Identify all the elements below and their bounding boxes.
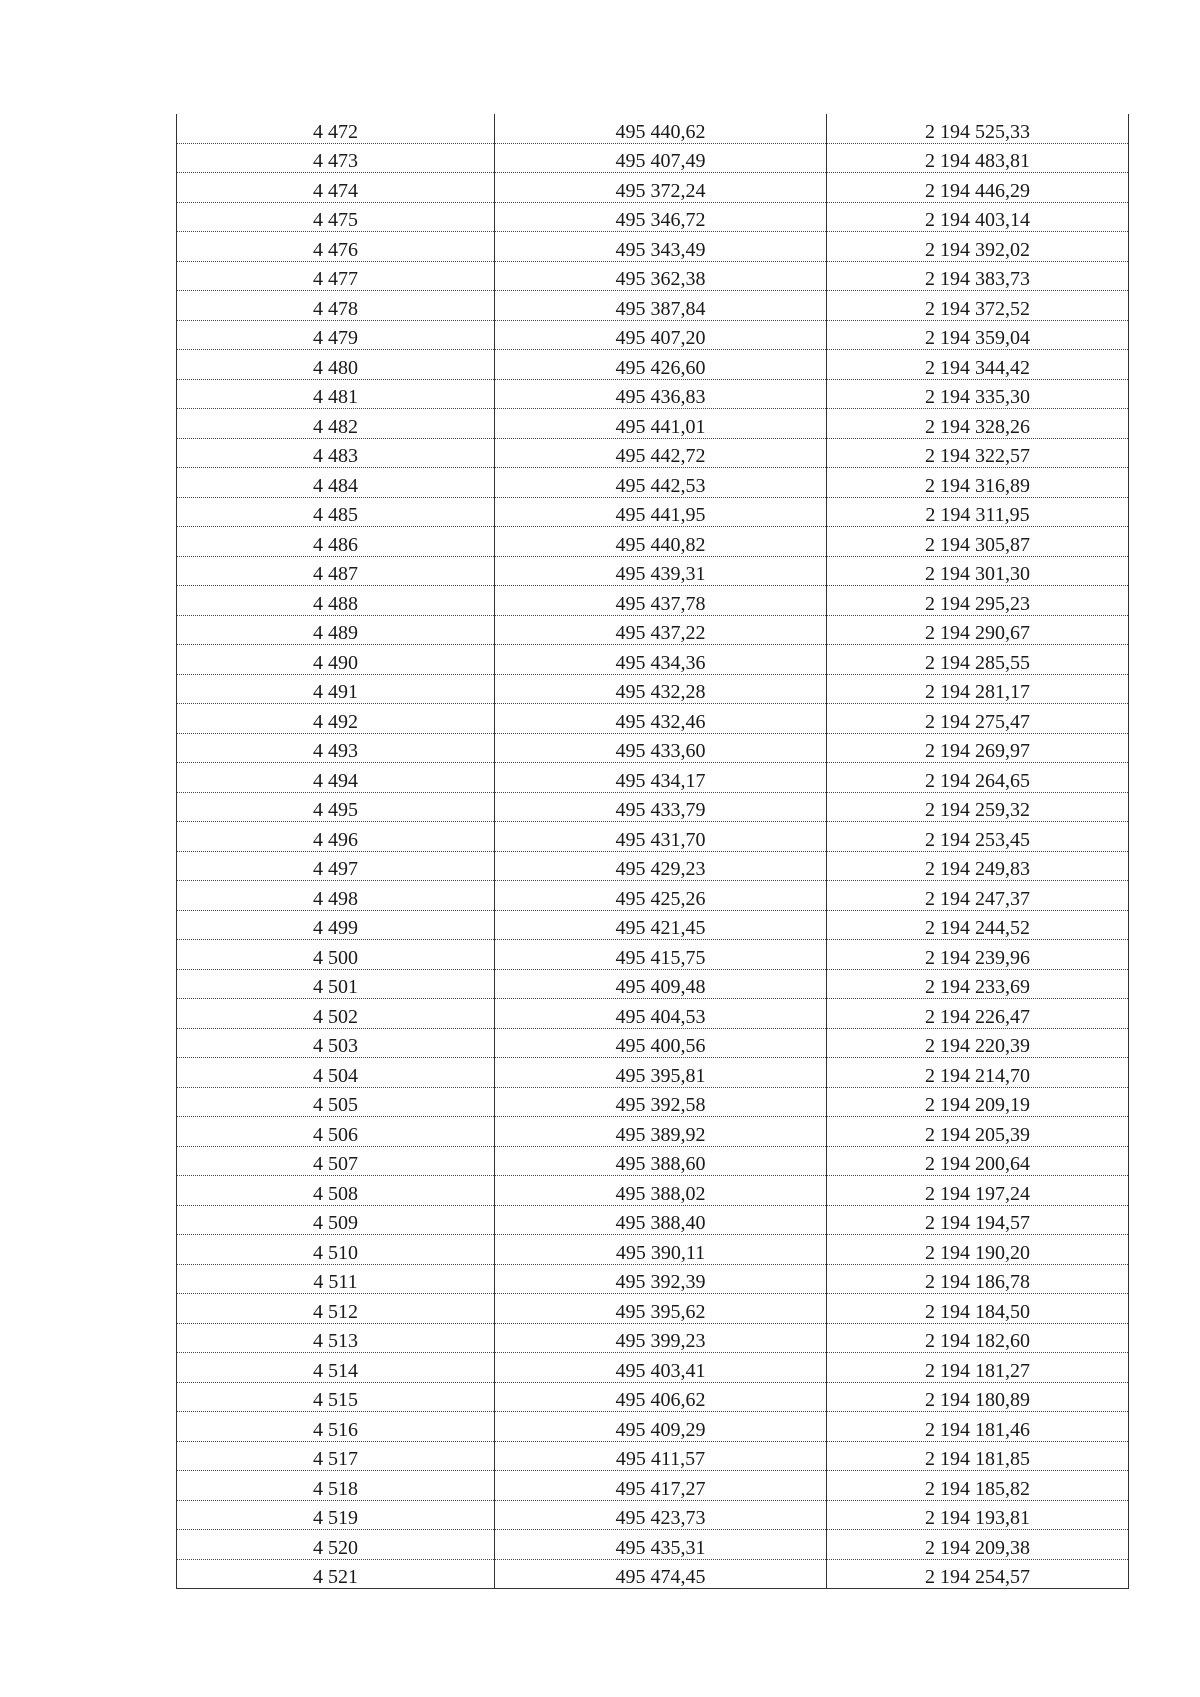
y-coordinate-cell: 2 194 200,64 — [827, 1146, 1129, 1176]
table-row — [177, 881, 1129, 911]
point-number-cell: 4 509 — [177, 1205, 495, 1235]
y-coordinate-cell: 2 194 311,95 — [827, 497, 1129, 527]
table-row — [177, 1028, 1129, 1058]
point-number-cell: 4 476 — [177, 232, 495, 262]
coordinates-table — [176, 114, 1129, 1589]
y-coordinate-cell: 2 194 181,85 — [827, 1441, 1129, 1471]
point-number-cell: 4 491 — [177, 674, 495, 704]
table-row — [177, 704, 1129, 734]
x-coordinate-cell: 495 406,62 — [495, 1382, 827, 1412]
y-coordinate-cell: 2 194 253,45 — [827, 822, 1129, 852]
table-row — [177, 792, 1129, 822]
y-coordinate-cell: 2 194 190,20 — [827, 1235, 1129, 1265]
x-coordinate-cell: 495 372,24 — [495, 173, 827, 203]
table-row — [177, 1559, 1129, 1589]
y-coordinate-cell: 2 194 181,27 — [827, 1353, 1129, 1383]
table-row — [177, 586, 1129, 616]
x-coordinate-cell: 495 434,36 — [495, 645, 827, 675]
x-coordinate-cell: 495 423,73 — [495, 1500, 827, 1530]
x-coordinate-cell: 495 411,57 — [495, 1441, 827, 1471]
point-number-cell: 4 488 — [177, 586, 495, 616]
point-number-cell: 4 494 — [177, 763, 495, 793]
table-row — [177, 497, 1129, 527]
y-coordinate-cell: 2 194 181,46 — [827, 1412, 1129, 1442]
table-row — [177, 1471, 1129, 1501]
table-row — [177, 999, 1129, 1029]
y-coordinate-cell: 2 194 344,42 — [827, 350, 1129, 380]
y-coordinate-cell: 2 194 220,39 — [827, 1028, 1129, 1058]
x-coordinate-cell: 495 395,81 — [495, 1058, 827, 1088]
table-row — [177, 822, 1129, 852]
table-row — [177, 1530, 1129, 1560]
x-coordinate-cell: 495 392,39 — [495, 1264, 827, 1294]
point-number-cell: 4 502 — [177, 999, 495, 1029]
y-coordinate-cell: 2 194 214,70 — [827, 1058, 1129, 1088]
x-coordinate-cell: 495 388,40 — [495, 1205, 827, 1235]
x-coordinate-cell: 495 425,26 — [495, 881, 827, 911]
table-row — [177, 1382, 1129, 1412]
point-number-cell: 4 513 — [177, 1323, 495, 1353]
x-coordinate-cell: 495 440,82 — [495, 527, 827, 557]
y-coordinate-cell: 2 194 295,23 — [827, 586, 1129, 616]
x-coordinate-cell: 495 346,72 — [495, 202, 827, 232]
point-number-cell: 4 517 — [177, 1441, 495, 1471]
table-row — [177, 527, 1129, 557]
point-number-cell: 4 519 — [177, 1500, 495, 1530]
table-row — [177, 409, 1129, 439]
x-coordinate-cell: 495 433,79 — [495, 792, 827, 822]
table-row — [177, 733, 1129, 763]
table-row — [177, 232, 1129, 262]
y-coordinate-cell: 2 194 275,47 — [827, 704, 1129, 734]
point-number-cell: 4 490 — [177, 645, 495, 675]
y-coordinate-cell: 2 194 184,50 — [827, 1294, 1129, 1324]
table-row — [177, 910, 1129, 940]
point-number-cell: 4 478 — [177, 291, 495, 321]
x-coordinate-cell: 495 442,72 — [495, 438, 827, 468]
y-coordinate-cell: 2 194 259,32 — [827, 792, 1129, 822]
table-row — [177, 1058, 1129, 1088]
point-number-cell: 4 511 — [177, 1264, 495, 1294]
point-number-cell: 4 507 — [177, 1146, 495, 1176]
table-row — [177, 645, 1129, 675]
y-coordinate-cell: 2 194 233,69 — [827, 969, 1129, 999]
table-row — [177, 438, 1129, 468]
coordinates-table-body — [177, 114, 1129, 1589]
table-row — [177, 320, 1129, 350]
x-coordinate-cell: 495 439,31 — [495, 556, 827, 586]
point-number-cell: 4 499 — [177, 910, 495, 940]
x-coordinate-cell: 495 407,49 — [495, 143, 827, 173]
point-number-cell: 4 484 — [177, 468, 495, 498]
table-row — [177, 114, 1129, 143]
table-row — [177, 1205, 1129, 1235]
point-number-cell: 4 506 — [177, 1117, 495, 1147]
point-number-cell: 4 479 — [177, 320, 495, 350]
y-coordinate-cell: 2 194 372,52 — [827, 291, 1129, 321]
x-coordinate-cell: 495 440,62 — [495, 114, 827, 143]
y-coordinate-cell: 2 194 403,14 — [827, 202, 1129, 232]
x-coordinate-cell: 495 417,27 — [495, 1471, 827, 1501]
table-row — [177, 350, 1129, 380]
point-number-cell: 4 498 — [177, 881, 495, 911]
y-coordinate-cell: 2 194 226,47 — [827, 999, 1129, 1029]
table-row — [177, 1441, 1129, 1471]
x-coordinate-cell: 495 441,01 — [495, 409, 827, 439]
y-coordinate-cell: 2 194 186,78 — [827, 1264, 1129, 1294]
x-coordinate-cell: 495 474,45 — [495, 1559, 827, 1589]
table-row — [177, 1264, 1129, 1294]
x-coordinate-cell: 495 390,11 — [495, 1235, 827, 1265]
y-coordinate-cell: 2 194 335,30 — [827, 379, 1129, 409]
table-row — [177, 1176, 1129, 1206]
x-coordinate-cell: 495 399,23 — [495, 1323, 827, 1353]
y-coordinate-cell: 2 194 285,55 — [827, 645, 1129, 675]
y-coordinate-cell: 2 194 290,67 — [827, 615, 1129, 645]
table-row — [177, 1117, 1129, 1147]
x-coordinate-cell: 495 441,95 — [495, 497, 827, 527]
point-number-cell: 4 503 — [177, 1028, 495, 1058]
x-coordinate-cell: 495 437,78 — [495, 586, 827, 616]
point-number-cell: 4 485 — [177, 497, 495, 527]
y-coordinate-cell: 2 194 194,57 — [827, 1205, 1129, 1235]
point-number-cell: 4 487 — [177, 556, 495, 586]
x-coordinate-cell: 495 403,41 — [495, 1353, 827, 1383]
x-coordinate-cell: 495 433,60 — [495, 733, 827, 763]
x-coordinate-cell: 495 343,49 — [495, 232, 827, 262]
point-number-cell: 4 521 — [177, 1559, 495, 1589]
table-row — [177, 556, 1129, 586]
y-coordinate-cell: 2 194 205,39 — [827, 1117, 1129, 1147]
point-number-cell: 4 492 — [177, 704, 495, 734]
point-number-cell: 4 500 — [177, 940, 495, 970]
y-coordinate-cell: 2 194 247,37 — [827, 881, 1129, 911]
table-row — [177, 173, 1129, 203]
point-number-cell: 4 501 — [177, 969, 495, 999]
point-number-cell: 4 496 — [177, 822, 495, 852]
y-coordinate-cell: 2 194 197,24 — [827, 1176, 1129, 1206]
table-row — [177, 379, 1129, 409]
table-row — [177, 674, 1129, 704]
x-coordinate-cell: 495 395,62 — [495, 1294, 827, 1324]
point-number-cell: 4 472 — [177, 114, 495, 143]
y-coordinate-cell: 2 194 328,26 — [827, 409, 1129, 439]
y-coordinate-cell: 2 194 301,30 — [827, 556, 1129, 586]
point-number-cell: 4 515 — [177, 1382, 495, 1412]
table-row — [177, 468, 1129, 498]
point-number-cell: 4 510 — [177, 1235, 495, 1265]
y-coordinate-cell: 2 194 269,97 — [827, 733, 1129, 763]
point-number-cell: 4 477 — [177, 261, 495, 291]
table-row — [177, 291, 1129, 321]
table-row — [177, 1294, 1129, 1324]
y-coordinate-cell: 2 194 209,19 — [827, 1087, 1129, 1117]
table-row — [177, 202, 1129, 232]
x-coordinate-cell: 495 437,22 — [495, 615, 827, 645]
table-row — [177, 1146, 1129, 1176]
point-number-cell: 4 520 — [177, 1530, 495, 1560]
x-coordinate-cell: 495 436,83 — [495, 379, 827, 409]
point-number-cell: 4 516 — [177, 1412, 495, 1442]
x-coordinate-cell: 495 435,31 — [495, 1530, 827, 1560]
x-coordinate-cell: 495 432,46 — [495, 704, 827, 734]
x-coordinate-cell: 495 429,23 — [495, 851, 827, 881]
table-row — [177, 763, 1129, 793]
table-row — [177, 1235, 1129, 1265]
x-coordinate-cell: 495 431,70 — [495, 822, 827, 852]
table-row — [177, 1323, 1129, 1353]
point-number-cell: 4 483 — [177, 438, 495, 468]
point-number-cell: 4 473 — [177, 143, 495, 173]
y-coordinate-cell: 2 194 185,82 — [827, 1471, 1129, 1501]
y-coordinate-cell: 2 194 249,83 — [827, 851, 1129, 881]
point-number-cell: 4 486 — [177, 527, 495, 557]
point-number-cell: 4 493 — [177, 733, 495, 763]
point-number-cell: 4 504 — [177, 1058, 495, 1088]
x-coordinate-cell: 495 415,75 — [495, 940, 827, 970]
y-coordinate-cell: 2 194 281,17 — [827, 674, 1129, 704]
x-coordinate-cell: 495 404,53 — [495, 999, 827, 1029]
x-coordinate-cell: 495 407,20 — [495, 320, 827, 350]
point-number-cell: 4 475 — [177, 202, 495, 232]
x-coordinate-cell: 495 389,92 — [495, 1117, 827, 1147]
point-number-cell: 4 495 — [177, 792, 495, 822]
x-coordinate-cell: 495 400,56 — [495, 1028, 827, 1058]
point-number-cell: 4 489 — [177, 615, 495, 645]
y-coordinate-cell: 2 194 359,04 — [827, 320, 1129, 350]
y-coordinate-cell: 2 194 322,57 — [827, 438, 1129, 468]
x-coordinate-cell: 495 387,84 — [495, 291, 827, 321]
point-number-cell: 4 508 — [177, 1176, 495, 1206]
x-coordinate-cell: 495 432,28 — [495, 674, 827, 704]
table-row — [177, 969, 1129, 999]
point-number-cell: 4 474 — [177, 173, 495, 203]
y-coordinate-cell: 2 194 316,89 — [827, 468, 1129, 498]
table-row — [177, 1412, 1129, 1442]
point-number-cell: 4 514 — [177, 1353, 495, 1383]
point-number-cell: 4 481 — [177, 379, 495, 409]
x-coordinate-cell: 495 434,17 — [495, 763, 827, 793]
x-coordinate-cell: 495 409,29 — [495, 1412, 827, 1442]
point-number-cell: 4 518 — [177, 1471, 495, 1501]
y-coordinate-cell: 2 194 244,52 — [827, 910, 1129, 940]
y-coordinate-cell: 2 194 483,81 — [827, 143, 1129, 173]
table-row — [177, 940, 1129, 970]
x-coordinate-cell: 495 442,53 — [495, 468, 827, 498]
point-number-cell: 4 482 — [177, 409, 495, 439]
y-coordinate-cell: 2 194 193,81 — [827, 1500, 1129, 1530]
y-coordinate-cell: 2 194 525,33 — [827, 114, 1129, 143]
point-number-cell: 4 505 — [177, 1087, 495, 1117]
x-coordinate-cell: 495 388,60 — [495, 1146, 827, 1176]
point-number-cell: 4 512 — [177, 1294, 495, 1324]
table-row — [177, 1087, 1129, 1117]
table-row — [177, 851, 1129, 881]
y-coordinate-cell: 2 194 209,38 — [827, 1530, 1129, 1560]
y-coordinate-cell: 2 194 383,73 — [827, 261, 1129, 291]
y-coordinate-cell: 2 194 264,65 — [827, 763, 1129, 793]
table-row — [177, 1353, 1129, 1383]
point-number-cell: 4 497 — [177, 851, 495, 881]
y-coordinate-cell: 2 194 182,60 — [827, 1323, 1129, 1353]
x-coordinate-cell: 495 426,60 — [495, 350, 827, 380]
table-row — [177, 1500, 1129, 1530]
y-coordinate-cell: 2 194 239,96 — [827, 940, 1129, 970]
y-coordinate-cell: 2 194 180,89 — [827, 1382, 1129, 1412]
table-row — [177, 143, 1129, 173]
y-coordinate-cell: 2 194 305,87 — [827, 527, 1129, 557]
y-coordinate-cell: 2 194 392,02 — [827, 232, 1129, 262]
table-row — [177, 615, 1129, 645]
x-coordinate-cell: 495 362,38 — [495, 261, 827, 291]
y-coordinate-cell: 2 194 254,57 — [827, 1559, 1129, 1589]
table-row — [177, 261, 1129, 291]
x-coordinate-cell: 495 392,58 — [495, 1087, 827, 1117]
x-coordinate-cell: 495 388,02 — [495, 1176, 827, 1206]
point-number-cell: 4 480 — [177, 350, 495, 380]
x-coordinate-cell: 495 409,48 — [495, 969, 827, 999]
y-coordinate-cell: 2 194 446,29 — [827, 173, 1129, 203]
x-coordinate-cell: 495 421,45 — [495, 910, 827, 940]
